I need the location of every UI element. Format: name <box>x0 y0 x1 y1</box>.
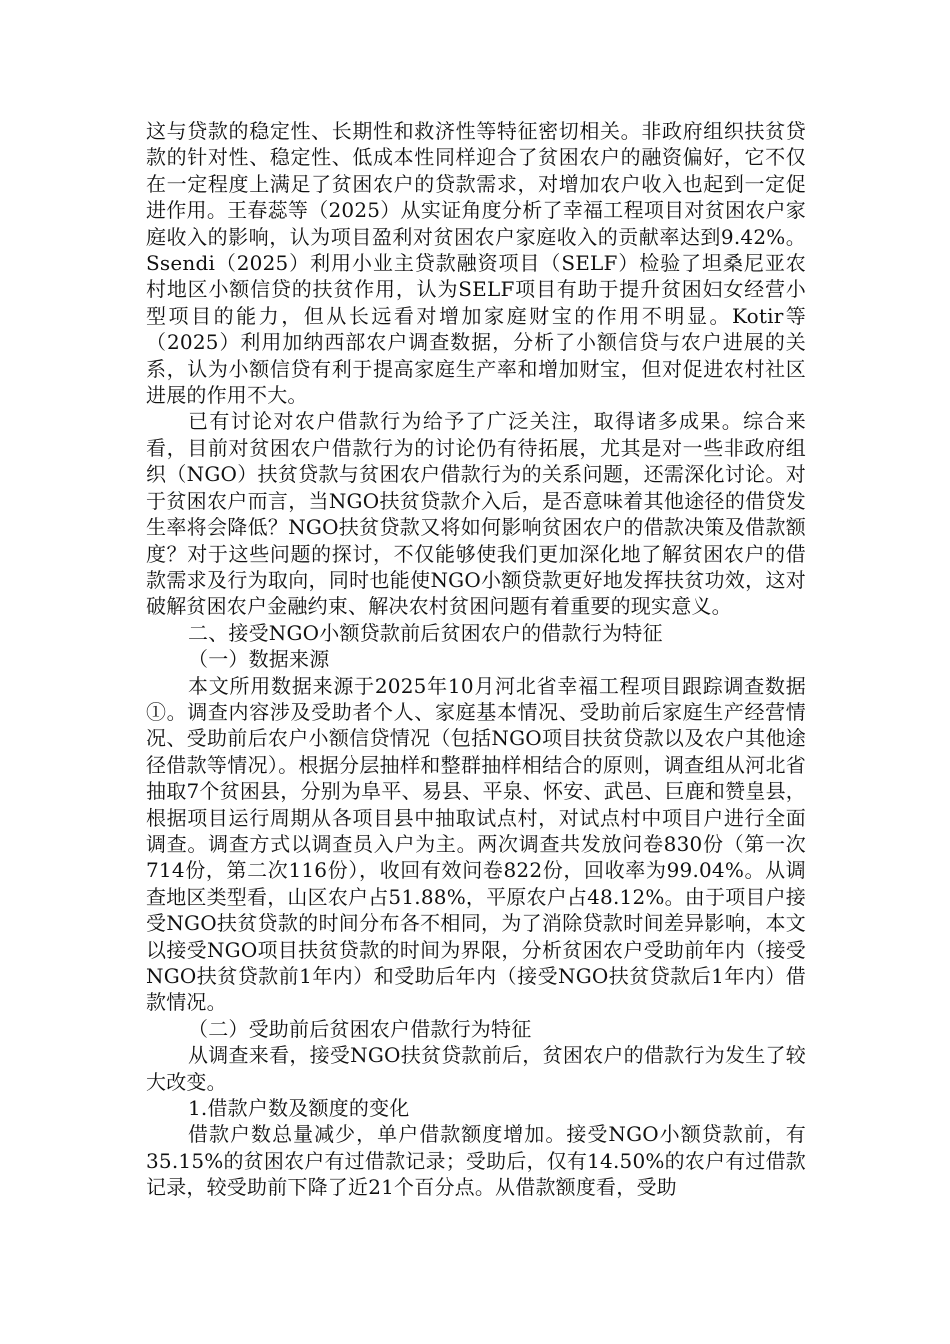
body-paragraph: 本文所用数据来源于2025年10月河北省幸福工程项目跟踪调查数据①。调查内容涉及受助者个人、家庭基本情况、受助前后家庭生产经营情况、受助前后农户小额信贷情况（包括NGO项目扶贫贷款以及农户其他途径借款等情况）。根据分层抽样和整群抽样相结合的原则，调查组从河北省抽取7个贫困县，分别为阜平、易县、平泉、怀安、武邑、巨鹿和赞皇县，根据项目运行周期从各项目县中抽取试点村，对试点村中项目户进行全面调查。调查方式以调查员入户为主。两次调查共发放问卷830份（第一次714份，第二次116份），收回有效问卷822份，回收率为99.04%。从调查地区类型看，山区农户占51.88%，平原农户占48.12%。由于项目户接受NGO扶贫贷款的时间分布各不相同，为了消除贷款时间差异影响，本文以接受NGO项目扶贫贷款的时间为界限，分析贫困农户受助前年内（接受NGO扶贫贷款前1年内）和受助后年内（接受NGO扶贫贷款后1年内）借款情况。 <box>146 673 806 1015</box>
body-paragraph: 从调查来看，接受NGO扶贫贷款前后，贫困农户的借款行为发生了较大改变。 <box>146 1043 806 1094</box>
document-page <box>146 118 806 1201</box>
body-paragraph: 已有讨论对农户借款行为给予了广泛关注，取得诸多成果。综合来看，目前对贫困农户借款行为的讨论仍有待拓展，尤其是对一些非政府组织（NGO）扶贫贷款与贫困农户借款行为的关系问题，还需深化讨论。对于贫困农户而言，当NGO扶贫贷款介入后，是否意味着其他途径的借贷发生率将会降低？NGO扶贫贷款又将如何影响贫困农户的借款决策及借款额度？对于这些问题的探讨，不仅能够使我们更加深化地了解贫困农户的借款需求及行为取向，同时也能使NGO小额贷款更好地发挥扶贫功效，这对破解贫困农户金融约束、解决农村贫困问题有着重要的现实意义。 <box>146 409 806 619</box>
item-heading: 1.借款户数及额度的变化 <box>188 1096 410 1121</box>
body-paragraph: 借款户数总量减少，单户借款额度增加。接受NGO小额贷款前，有35.15%的贫困农户有过借款记录；受助后，仅有14.50%的农户有过借款记录，较受助前下降了近21个百分点。从借款额度看，受助 <box>146 1122 806 1200</box>
subsection-heading: （二）受助前后贫困农户借款行为特征 <box>188 1016 532 1041</box>
section-heading: 二、接受NGO小额贷款前后贫困农户的借款行为特征 <box>188 620 663 645</box>
subsection-heading: （一）数据来源 <box>188 647 330 672</box>
body-paragraph-continued: 这与贷款的稳定性、长期性和救济性等特征密切相关。非政府组织扶贫贷款的针对性、稳定性、低成本性同样迎合了贫困农户的融资偏好，它不仅在一定程度上满足了贫困农户的贷款需求，对增加农户收入也起到一定促进作用。王春蕊等（2025）从实证角度分析了幸福工程项目对贫困农户家庭收入的影响，认为项目盈利对贫困农户家庭收入的贡献率达到9.42%。Ssendi（2025）利用小业主贷款融资项目（SELF）检验了坦桑尼亚农村地区小额信贷的扶贫作用，认为SELF项目有助于提升贫困妇女经营小型项目的能力，但从长远看对增加家庭财宝的作用不明显。Kotir等（2025）利用加纳西部农户调查数据，分析了小额信贷与农户进展的关系，认为小额信贷有利于提高家庭生产率和增加财宝，但对促进农村社区进展的作用不大。 <box>146 119 806 408</box>
